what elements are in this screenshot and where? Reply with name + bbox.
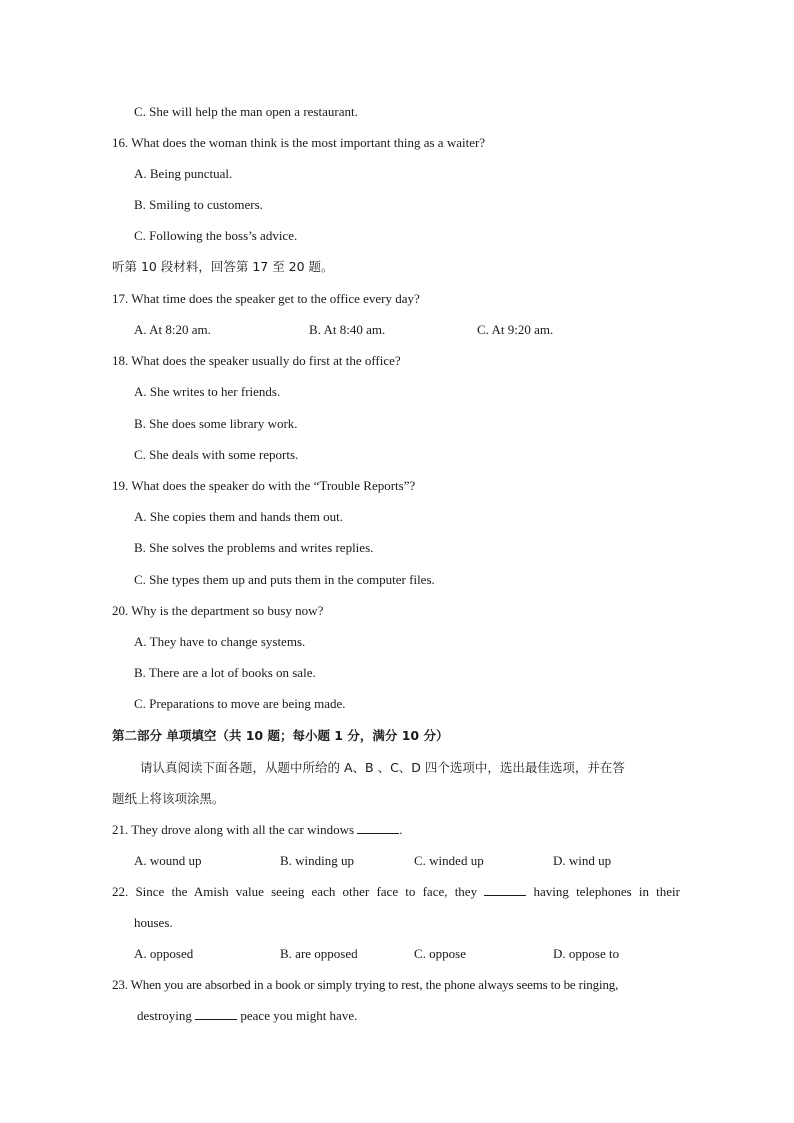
q16-option-b: B. Smiling to customers.	[134, 197, 263, 212]
section-10-instruction: 听第 10 段材料，回答第 17 至 20 题。	[112, 259, 334, 274]
q21-stem-end: .	[399, 822, 403, 837]
q22-stem-cont: having telephones in their	[533, 884, 680, 899]
q20-option-a: A. They have to change systems.	[134, 634, 306, 649]
q22-option-b: B. are opposed	[280, 946, 358, 961]
q21-option-c: C. winded up	[414, 853, 484, 868]
q22-stem-text: 22. Since the Amish value seeing each other face to face, they	[112, 884, 478, 899]
q17-option-c: C. At 9:20 am.	[477, 322, 554, 337]
q22-stem	[112, 884, 680, 900]
q16-option-a: A. Being punctual.	[134, 166, 233, 181]
q15-option-c: C. She will help the man open a restaurant.	[134, 104, 358, 119]
q19-stem: 19. What does the speaker do with the “Trouble Reports”?	[112, 478, 416, 493]
q20-stem: 20. Why is the department so busy now?	[112, 603, 324, 618]
q23-stem-line1: 23. When you are absorbed in a book or simply trying to rest, the phone always seems to be ringing,	[112, 977, 619, 992]
q23-stem-text: destroying	[137, 1008, 192, 1023]
q16-stem: 16. What does the woman think is the most important thing as a waiter?	[112, 135, 486, 150]
q18-option-c: C. She deals with some reports.	[134, 447, 299, 462]
q21-option-b: B. winding up	[280, 853, 355, 868]
q21-stem	[112, 822, 403, 838]
q21-answer-blank	[357, 822, 399, 834]
q23-stem-cont: peace you might have.	[240, 1008, 358, 1023]
q22-answer-blank	[484, 884, 526, 896]
part2-instruction-line2: 题纸上将该项涂黑。	[112, 791, 225, 806]
q16-option-c: C. Following the boss’s advice.	[134, 228, 298, 243]
q19-option-a: A. She copies them and hands them out.	[134, 509, 344, 524]
q18-option-b: B. She does some library work.	[134, 416, 298, 431]
q19-option-c: C. She types them up and puts them in the computer files.	[134, 572, 435, 587]
q23-stem-line2	[137, 1008, 357, 1024]
q18-option-a: A. She writes to her friends.	[134, 384, 281, 399]
q21-stem-text: 21. They drove along with all the car windows	[112, 822, 355, 837]
q21-option-d: D. wind up	[553, 853, 612, 868]
part2-heading: 第二部分 单项填空（共 10 题；每小题 1 分，满分 10 分）	[112, 728, 449, 743]
q18-stem: 18. What does the speaker usually do first at the office?	[112, 353, 401, 368]
q19-option-b: B. She solves the problems and writes replies.	[134, 540, 374, 555]
q17-option-b: B. At 8:40 am.	[309, 322, 386, 337]
q17-option-a: A. At 8:20 am.	[134, 322, 211, 337]
part2-instruction-line1: 请认真阅读下面各题，从题中所给的 A、B 、C、D 四个选项中，选出最佳选项，并在答	[140, 760, 625, 775]
q20-option-b: B. There are a lot of books on sale.	[134, 665, 316, 680]
q22-option-d: D. oppose to	[553, 946, 620, 961]
q22-stem-line2: houses.	[134, 915, 173, 930]
q17-stem: 17. What time does the speaker get to the office every day?	[112, 291, 420, 306]
q22-option-c: C. oppose	[414, 946, 466, 961]
q20-option-c: C. Preparations to move are being made.	[134, 696, 346, 711]
q21-option-a: A. wound up	[134, 853, 202, 868]
q23-answer-blank	[195, 1008, 237, 1020]
q22-option-a: A. opposed	[134, 946, 194, 961]
